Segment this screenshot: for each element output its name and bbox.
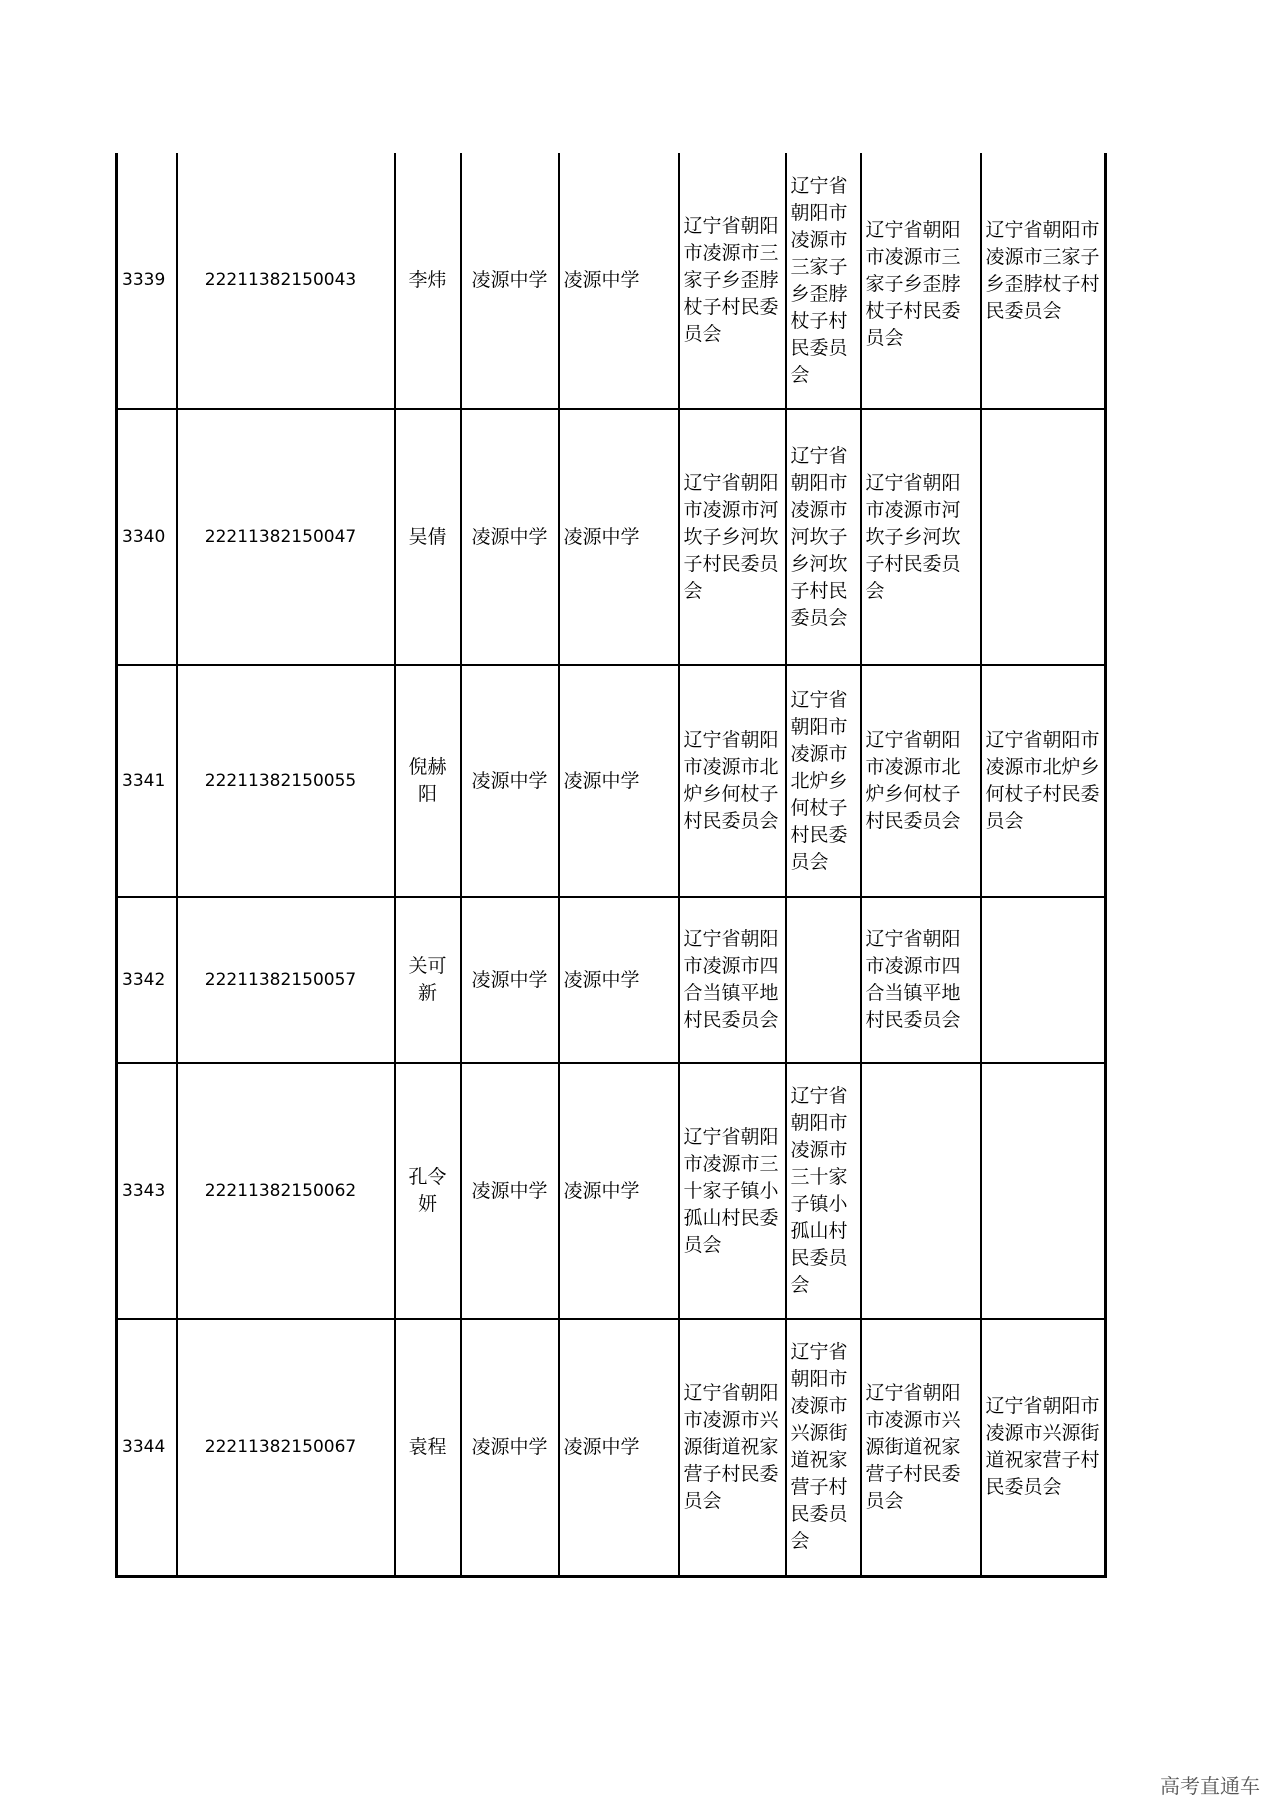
address-cell-1: 辽宁省朝阳市凌源市河坎子乡河坎子村民委员会 — [679, 409, 786, 665]
footer-brand-watermark: 高考直通车 — [1160, 1774, 1260, 1798]
address-cell-1: 辽宁省朝阳市凌源市四合当镇平地村民委员会 — [679, 897, 786, 1063]
name-cell: 关可新 — [395, 897, 461, 1063]
id-cell: 22211382150055 — [177, 665, 395, 897]
address-cell-2 — [786, 897, 861, 1063]
address-cell-1: 辽宁省朝阳市凌源市兴源街道祝家营子村民委员会 — [679, 1319, 786, 1576]
seq-cell: 3341 — [117, 665, 177, 897]
roster-table-container — [115, 153, 1104, 1578]
name-cell: 吴倩 — [395, 409, 461, 665]
name-cell: 孔令妍 — [395, 1063, 461, 1319]
table-row — [117, 1063, 1106, 1319]
address-cell-2: 辽宁省朝阳市凌源市三家子乡歪脖杖子村民委员会 — [786, 153, 861, 409]
seq-cell: 3343 — [117, 1063, 177, 1319]
school-cell-2: 凌源中学 — [559, 1319, 679, 1576]
address-cell-1: 辽宁省朝阳市凌源市三家子乡歪脖杖子村民委员会 — [679, 153, 786, 409]
table-row — [117, 897, 1106, 1063]
school-cell-2: 凌源中学 — [559, 897, 679, 1063]
table-row — [117, 665, 1106, 897]
seq-cell: 3339 — [117, 153, 177, 409]
address-cell-4 — [981, 409, 1106, 665]
address-cell-4 — [981, 1063, 1106, 1319]
seq-cell: 3342 — [117, 897, 177, 1063]
table-row — [117, 153, 1106, 409]
address-cell-3 — [861, 1063, 981, 1319]
name-cell: 李炜 — [395, 153, 461, 409]
school-cell: 凌源中学 — [461, 1319, 559, 1576]
address-cell-1: 辽宁省朝阳市凌源市北炉乡何杖子村民委员会 — [679, 665, 786, 897]
address-cell-2: 辽宁省朝阳市凌源市河坎子乡河坎子村民委员会 — [786, 409, 861, 665]
address-cell-3: 辽宁省朝阳市凌源市兴源街道祝家营子村民委员会 — [861, 1319, 981, 1576]
address-cell-3: 辽宁省朝阳市凌源市三家子乡歪脖杖子村民委员会 — [861, 153, 981, 409]
address-cell-2: 辽宁省朝阳市凌源市北炉乡何杖子村民委员会 — [786, 665, 861, 897]
school-cell-2: 凌源中学 — [559, 665, 679, 897]
id-cell: 22211382150062 — [177, 1063, 395, 1319]
roster-table — [115, 153, 1107, 1578]
name-cell: 倪赫阳 — [395, 665, 461, 897]
table-row — [117, 409, 1106, 665]
address-cell-4: 辽宁省朝阳市凌源市北炉乡何杖子村民委员会 — [981, 665, 1106, 897]
address-cell-3: 辽宁省朝阳市凌源市北炉乡何杖子村民委员会 — [861, 665, 981, 897]
id-cell: 22211382150043 — [177, 153, 395, 409]
address-cell-4 — [981, 897, 1106, 1063]
seq-cell: 3340 — [117, 409, 177, 665]
name-cell: 袁程 — [395, 1319, 461, 1576]
school-cell: 凌源中学 — [461, 665, 559, 897]
school-cell: 凌源中学 — [461, 1063, 559, 1319]
address-cell-4: 辽宁省朝阳市凌源市兴源街道祝家营子村民委员会 — [981, 1319, 1106, 1576]
address-cell-4: 辽宁省朝阳市凌源市三家子乡歪脖杖子村民委员会 — [981, 153, 1106, 409]
address-cell-1: 辽宁省朝阳市凌源市三十家子镇小孤山村民委员会 — [679, 1063, 786, 1319]
school-cell: 凌源中学 — [461, 897, 559, 1063]
address-cell-3: 辽宁省朝阳市凌源市四合当镇平地村民委员会 — [861, 897, 981, 1063]
id-cell: 22211382150047 — [177, 409, 395, 665]
address-cell-2: 辽宁省朝阳市凌源市三十家子镇小孤山村民委员会 — [786, 1063, 861, 1319]
id-cell: 22211382150067 — [177, 1319, 395, 1576]
address-cell-3: 辽宁省朝阳市凌源市河坎子乡河坎子村民委员会 — [861, 409, 981, 665]
id-cell: 22211382150057 — [177, 897, 395, 1063]
table-row — [117, 1319, 1106, 1576]
school-cell-2: 凌源中学 — [559, 1063, 679, 1319]
address-cell-2: 辽宁省朝阳市凌源市兴源街道祝家营子村民委员会 — [786, 1319, 861, 1576]
school-cell: 凌源中学 — [461, 153, 559, 409]
school-cell: 凌源中学 — [461, 409, 559, 665]
school-cell-2: 凌源中学 — [559, 153, 679, 409]
school-cell-2: 凌源中学 — [559, 409, 679, 665]
seq-cell: 3344 — [117, 1319, 177, 1576]
